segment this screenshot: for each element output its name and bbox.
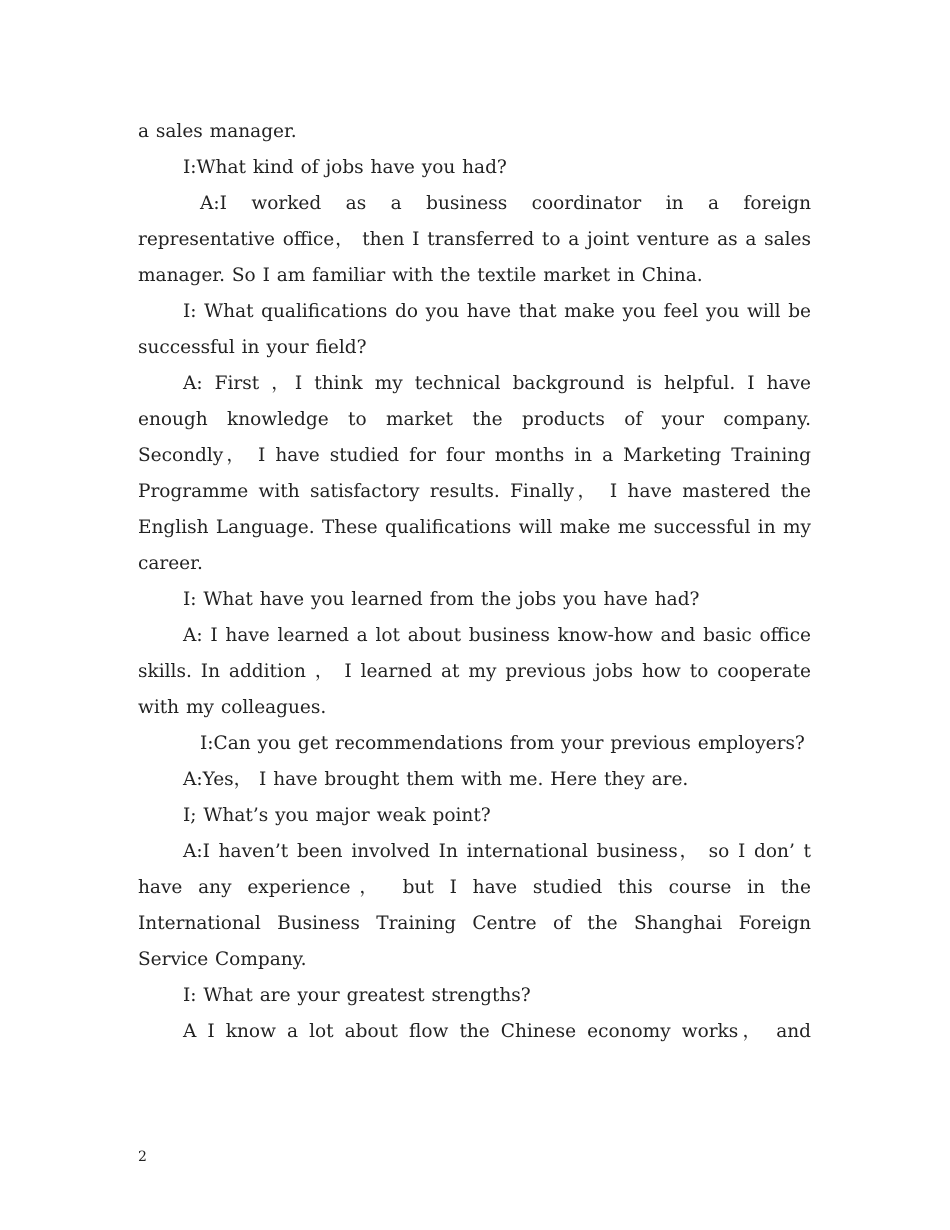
paragraph-answer: A I know a lot about flow the Chinese economy works， and <box>183 1021 811 1042</box>
paragraph-question: I; What’s you major weak point? <box>183 805 491 826</box>
paragraph-question: I:What kind of jobs have you had? <box>183 157 507 178</box>
paragraph-question: I:Can you get recommendations from your previous employers? <box>200 733 805 754</box>
paragraph-answer: A: First ，I think my technical background is helpful. I have enough knowledge to market the products of your company. Secondly， I have studied for four months in a Marketing Training Programme with satisfactory results. Finally， I have mastered the English Language. These qualifications will make me successful in my career. <box>138 373 811 574</box>
paragraph-question: I: What are your greatest strengths? <box>183 985 531 1006</box>
document-body <box>138 114 811 1050</box>
paragraph-continuation: a sales manager. <box>138 121 297 142</box>
paragraph-answer: A: I have learned a lot about business know-how and basic office skills. In addition ， I learned at my previous jobs how to cooperate with my colleagues. <box>138 625 811 718</box>
paragraph-question: I: What have you learned from the jobs you have had? <box>183 589 700 610</box>
paragraph-answer: A:I haven’t been involved In international business， so I don’ t have any experience， but I have studied this course in the International Business Training Centre of the Shanghai Foreign Service Company. <box>138 841 811 970</box>
paragraph-answer: A:Yes， I have brought them with me. Here they are. <box>183 769 689 790</box>
paragraph-question: I: What qualifications do you have that make you feel you will be successful in your field? <box>138 301 811 358</box>
paragraph-answer: A:I worked as a business coordinator in a foreign representative office， then I transferred to a joint venture as a sales manager. So I am familiar with the textile market in China. <box>138 193 811 286</box>
page-number: 2 <box>138 1149 147 1165</box>
